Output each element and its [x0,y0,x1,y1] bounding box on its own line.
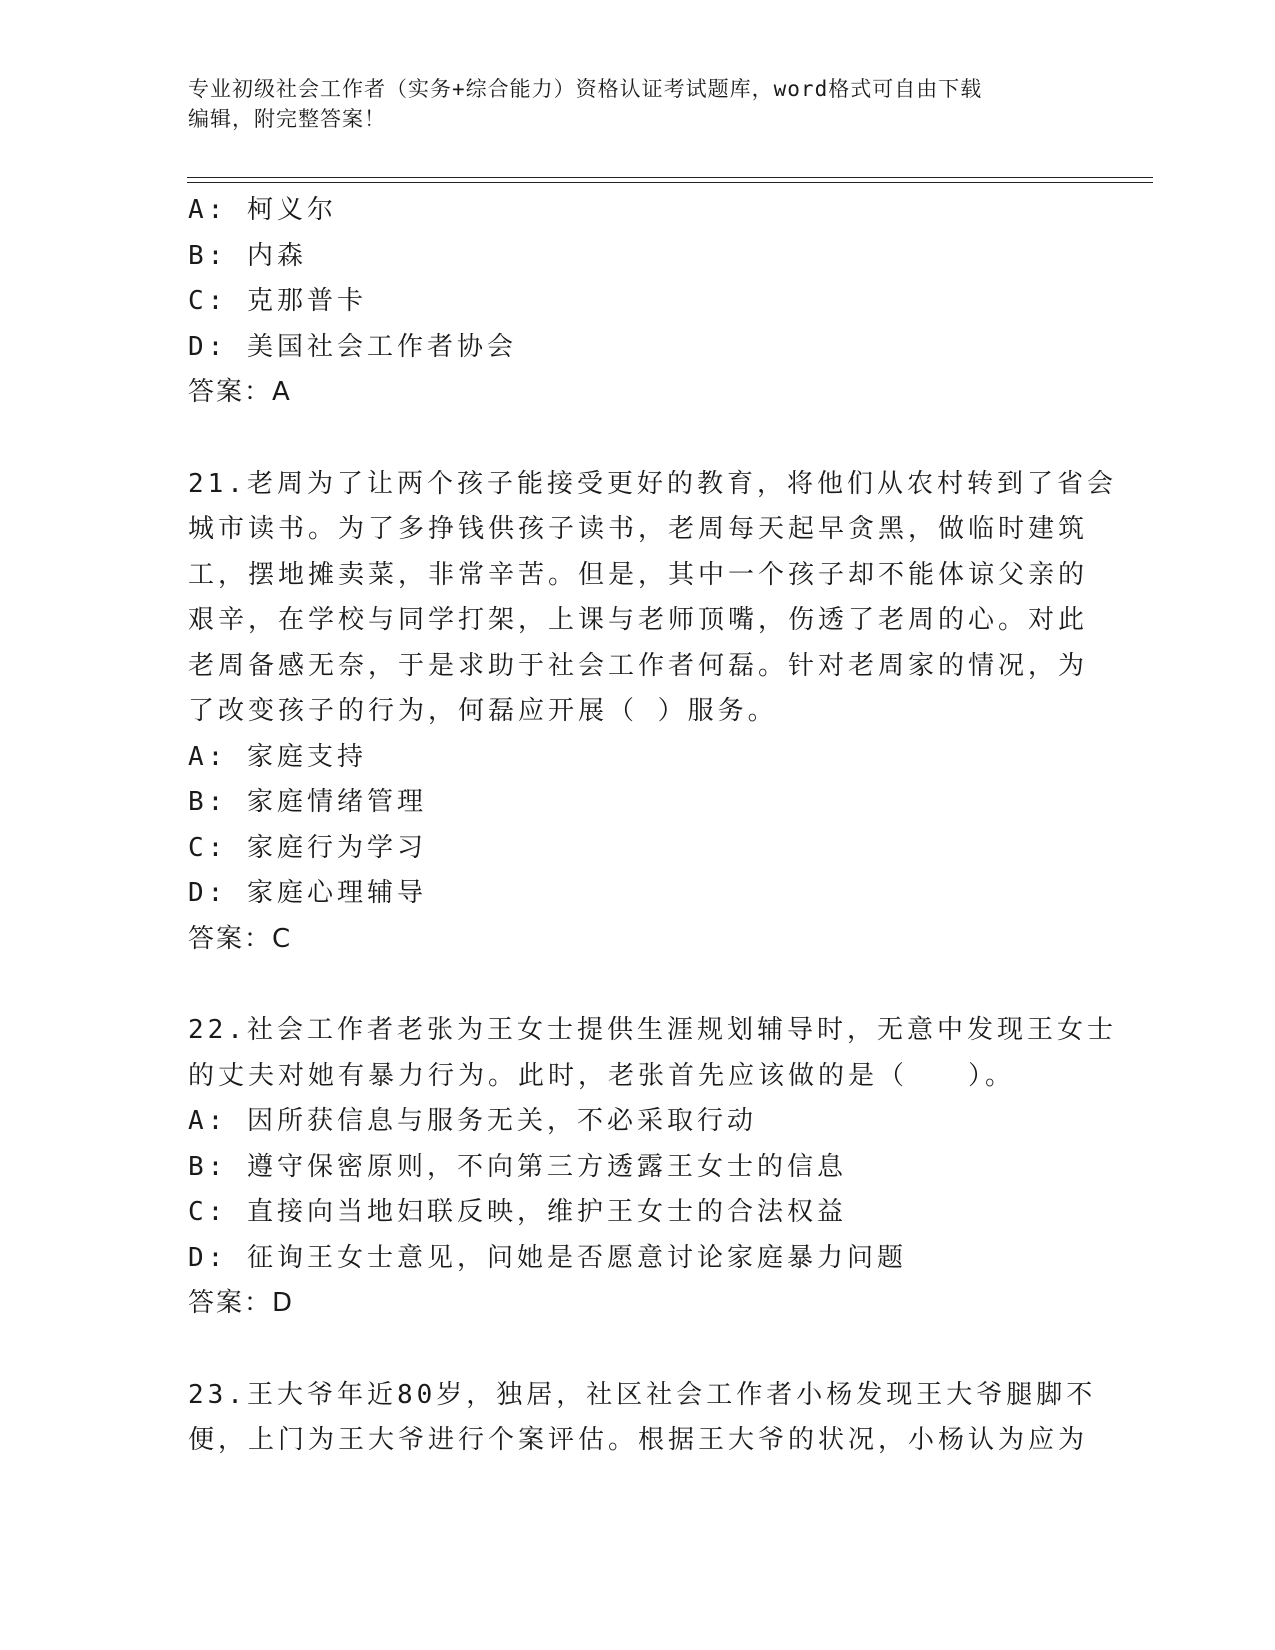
question-stem-line: 老周备感无奈，于是求助于社会工作者何磊。针对老周家的情况，为 [188,650,1089,681]
option-d: D: 征询王女士意见，问她是否愿意讨论家庭暴力问题 [188,1242,907,1273]
answer-label: 答案：C [188,923,293,954]
option-a: A: 家庭支持 [188,741,367,772]
option-b: B: 家庭情绪管理 [188,787,427,817]
question-stem-line: 21.老周为了让两个孩子能接受更好的教育，将他们从农村转到了省会 [188,468,1117,499]
option-d: D: 家庭心理辅导 [188,878,427,908]
question-stem-line: 艰辛，在学校与同学打架，上课与老师顶嘴，伤透了老周的心。对此 [188,605,1089,635]
option-c: C: 克那普卡 [188,286,367,316]
document-header [188,74,1088,134]
option-c: C: 直接向当地妇联反映，维护王女士的合法权益 [188,1197,847,1227]
option-c: C: 家庭行为学习 [188,832,427,863]
question-stem-line: 工，摆地摊卖菜，非常辛苦。但是，其中一个孩子却不能体谅父亲的 [188,559,1089,590]
question-list [188,188,1117,1464]
question-23 [188,1373,1097,1464]
question-22 [188,1008,1117,1327]
option-a: A: 因所获信息与服务无关，不必采取行动 [188,1106,757,1136]
question-21 [188,462,1117,963]
question-stem-line: 了改变孩子的行为，何磊应开展（ ）服务。 [188,696,778,726]
answer-label: 答案：D [188,1288,295,1318]
option-a: A: 柯义尔 [188,195,337,225]
answer-label: 答案：A [188,377,292,407]
option-b: B: 遵守保密原则，不向第三方透露王女士的信息 [188,1151,847,1182]
question-20 [188,188,1088,416]
question-stem-line: 便，上门为王大爷进行个案评估。根据王大爷的状况，小杨认为应为 [188,1425,1089,1455]
header-line-1: 专业初级社会工作者（实务+综合能力）资格认证考试题库，word格式可自由下载 [188,77,983,101]
question-stem-line: 23.王大爷年近80岁，独居，社区社会工作者小杨发现王大爷腿脚不 [188,1379,1097,1410]
question-stem-line: 22.社会工作者老张为王女士提供生涯规划辅导时，无意中发现王女士 [188,1015,1117,1045]
option-b: B: 内森 [188,240,307,271]
question-stem-line: 城市读书。为了多挣钱供孩子读书，老周每天起早贪黑，做临时建筑 [188,514,1089,544]
header-divider-top [187,177,1153,178]
question-stem-line: 的丈夫对她有暴力行为。此时，老张首先应该做的是（ ）。 [188,1060,1016,1091]
header-line-2: 编辑，附完整答案！ [188,107,386,131]
option-d: D: 美国社会工作者协会 [188,331,517,362]
header-divider-bottom [187,182,1153,183]
